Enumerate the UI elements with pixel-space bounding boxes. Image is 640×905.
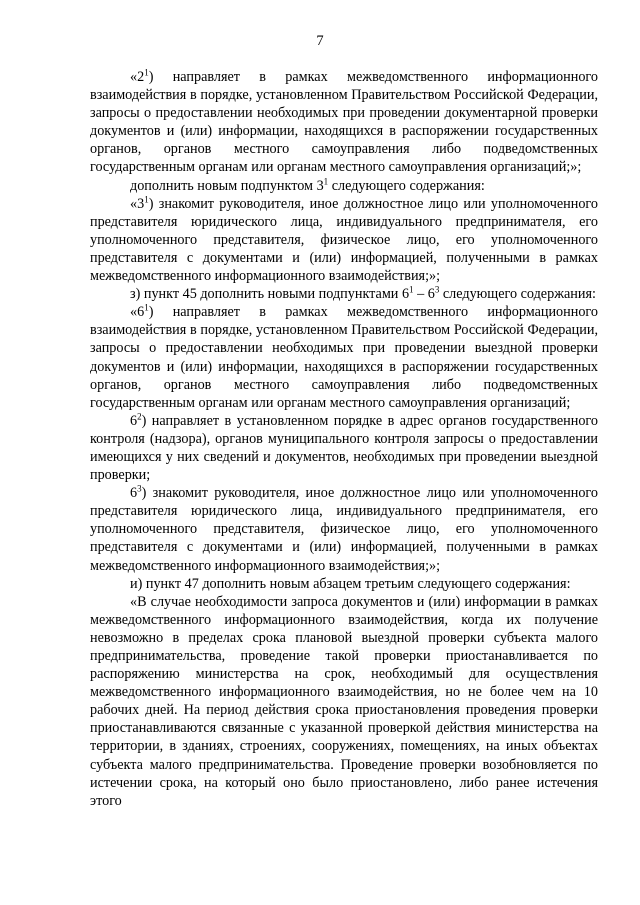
paragraph <box>90 195 598 285</box>
superscript-index: 3 <box>137 483 142 494</box>
paragraph-text: «В случае необходимости запроса документов и (или) информации в рамках межведомственного информационного взаимодействия, когда их получение невозможно в пределах срока плановой выездной проверки субъекта малого предпринимательства, проведение такой проверки приостанавливается по распоряжению министерства на срок, необходимый для осуществления межведомственного информационного взаимодействия, но не более чем на 10 рабочих дней. На период действия срока приостановления проведения проверки приостанавливаются связанные с указанной проверкой действия министерства на территории, в зданиях, строениях, сооружениях, помещениях, на иных объектах субъекта малого предпринимательства. Проведение проверки возобновляется по истечении срока, на который оно было приостановлено, либо ранее истечения этого <box>90 593 598 809</box>
superscript-index: 1 <box>323 175 329 186</box>
paragraph <box>90 484 598 574</box>
page-number: 7 <box>316 33 324 49</box>
paragraph <box>90 285 598 303</box>
paragraph <box>90 68 598 177</box>
paragraph <box>90 303 598 412</box>
paragraph-text: – 6 <box>413 286 435 303</box>
paragraph-text: з) пункт 45 дополнить новыми подпунктами 6 <box>130 286 410 303</box>
paragraph-text: 6 <box>130 485 138 502</box>
paragraph-text: и) пункт 47 дополнить новым абзацем третьим следующего содержания: <box>130 575 571 592</box>
paragraph-text: следующего содержания: <box>439 286 596 303</box>
document-body <box>90 68 598 810</box>
paragraph <box>90 177 598 195</box>
paragraph-text: следующего содержания: <box>328 177 485 194</box>
superscript-index: 1 <box>409 284 414 295</box>
paragraph-text: ) направляет в установленном порядке в адрес органов государственного контроля (надзора), органов муниципального контроля запросы о предоставлении имеющихся у них сведений и документов, необходимых при проведении выездной проверки; <box>90 412 598 484</box>
superscript-index: 1 <box>144 193 149 204</box>
paragraph-text: «6 <box>130 304 145 321</box>
paragraph-text: дополнить новым подпунктом 3 <box>130 177 324 194</box>
paragraph-text: ) знакомит руководителя, иное должностное лицо или уполномоченного представителя юридического лица, индивидуального предпринимателя, его уполномоченного представителя, физическое лицо, его уполномоченного представителя с документами и (или) информацией, полученными в рамках межведомственного информационного взаимодействия;»; <box>90 485 598 574</box>
paragraph-text: «2 <box>130 69 145 85</box>
paragraph <box>90 575 598 593</box>
superscript-index: 1 <box>144 67 149 78</box>
paragraph-text: ) знакомит руководителя, иное должностное лицо или уполномоченного представителя юридического лица, индивидуального предпринимателя, его уполномоченного представителя, физическое лицо, его уполномоченного представителя с документами и (или) информацией, полученными в рамках межведомственного информационного взаимодействия;»; <box>90 195 598 285</box>
paragraph <box>90 412 598 484</box>
paragraph-text: ) направляет в рамках межведомственного информационного взаимодействия в порядке, установленном Правительством Российской Федерации, запросы о предоставлении необходимых при проведении выездной проверки документов и (или) информации, находящихся в распоряжении государственных органов, органов местного самоуправления либо подведомственных государственным органам или органам местного самоуправления организаций; <box>90 304 598 411</box>
superscript-index: 3 <box>434 284 440 295</box>
paragraph-text: «3 <box>130 195 145 212</box>
paragraph-text: ) направляет в рамках межведомственного информационного взаимодействия в порядке, установленном Правительством Российской Федерации, запросы о предоставлении необходимых при проведении документарной проверки документов и (или) информации, находящихся в распоряжении государственных органов, органов местного самоуправления либо подведомственных государственным органам или органам местного самоуправления организаций;»; <box>90 69 598 176</box>
superscript-index: 2 <box>137 411 142 422</box>
paragraph-text: 6 <box>130 412 138 429</box>
paragraph <box>90 593 598 810</box>
superscript-index: 1 <box>144 302 149 313</box>
